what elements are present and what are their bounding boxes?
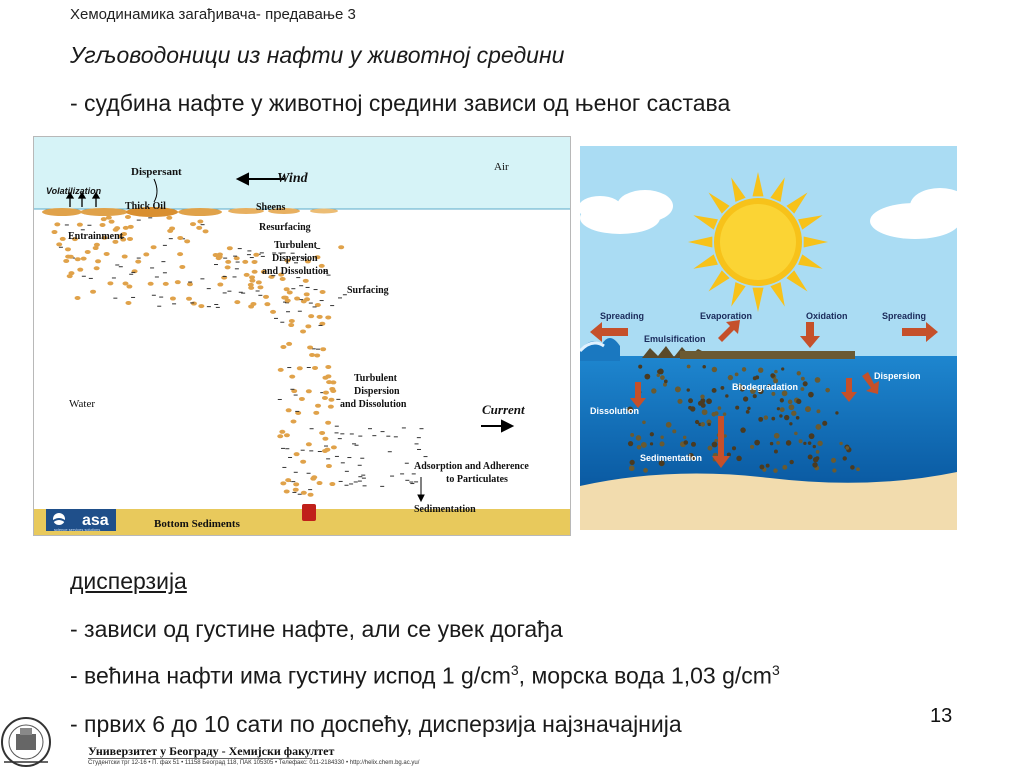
bullet-density: - зависи од густине нафте, али се увек догађа [70, 616, 563, 642]
svg-text:Spreading: Spreading [600, 311, 645, 321]
svg-text:Dissolution: Dissolution [590, 406, 639, 416]
asa-logo [46, 509, 116, 532]
university-seal-logo [0, 708, 62, 768]
svg-text:Dispersion: Dispersion [272, 253, 318, 264]
svg-text:Surfacing: Surfacing [347, 285, 389, 296]
bullet-density-values: - већина нафти има густину испод 1 $g/cm^3$, морска вода 1,03 $g/cm^3$ [70, 662, 780, 689]
svg-text:asa: asa [82, 512, 109, 529]
svg-text:Sheens: Sheens [256, 202, 286, 213]
slide-header: Хемодинамика загађивача- предавање 3 [70, 6, 356, 23]
svg-text:Evaporation: Evaporation [700, 311, 753, 321]
svg-text:Adsorption and Adherence: Adsorption and Adherence [414, 461, 529, 472]
svg-text:Volatilization: Volatilization [46, 186, 102, 196]
svg-text:Turbulent: Turbulent [274, 240, 317, 251]
topic-dispersion: дисперзија [70, 568, 187, 594]
sun-icon [688, 172, 828, 312]
svg-text:Dispersion: Dispersion [874, 371, 921, 381]
university-address: Студентски трг 12-16 • П. фах 51 • 11158 Београд 118, ПАК 105305 • Телефакс: 011-2184330 • http://helix.chem.bg.ac.yu/ [88, 760, 420, 766]
slide-title: Угљоводоници из нафти у животној средини [70, 42, 565, 68]
oil-weathering-illustration [580, 146, 957, 530]
svg-text:to Particulates: to Particulates [446, 474, 508, 485]
svg-text:Dispersion: Dispersion [354, 386, 400, 397]
svg-text:and Dissolution: and Dissolution [340, 399, 407, 410]
svg-text:Wind: Wind [277, 171, 308, 186]
svg-text:Oxidation: Oxidation [806, 311, 848, 321]
svg-text:Current: Current [482, 402, 525, 417]
svg-text:Air: Air [494, 161, 509, 173]
svg-text:science services solutions: science services solutions [54, 527, 101, 532]
bullet-timing: - првих 6 до 10 сати по доспећу, дисперзија најзначајнија [70, 711, 682, 737]
svg-text:Sedimentation: Sedimentation [640, 453, 703, 463]
page-number: 13 [930, 705, 953, 727]
slide-subtitle: - судбина нафте у животној средини зависи од њеног састава [70, 90, 731, 116]
svg-text:Water: Water [69, 398, 95, 410]
svg-text:Resurfacing: Resurfacing [259, 222, 311, 233]
svg-text:Sedimentation: Sedimentation [414, 504, 476, 515]
footer-divider [88, 758, 312, 759]
svg-text:Dispersant: Dispersant [131, 166, 182, 178]
svg-text:Emulsification: Emulsification [644, 334, 706, 344]
svg-text:Thick Oil: Thick Oil [125, 201, 166, 212]
svg-text:Bottom Sediments: Bottom Sediments [154, 518, 240, 530]
svg-text:and Dissolution: and Dissolution [262, 266, 329, 277]
svg-text:Spreading: Spreading [882, 311, 927, 321]
svg-text:Turbulent: Turbulent [354, 373, 397, 384]
svg-text:Biodegradation: Biodegradation [732, 382, 799, 392]
svg-text:Entrainment: Entrainment [68, 231, 123, 242]
university-name: Универзитет у Београду - Хемијски факултет [88, 744, 335, 758]
sample-container-icon [302, 504, 316, 521]
sand [580, 472, 957, 530]
oil-fate-schematic [33, 136, 571, 536]
